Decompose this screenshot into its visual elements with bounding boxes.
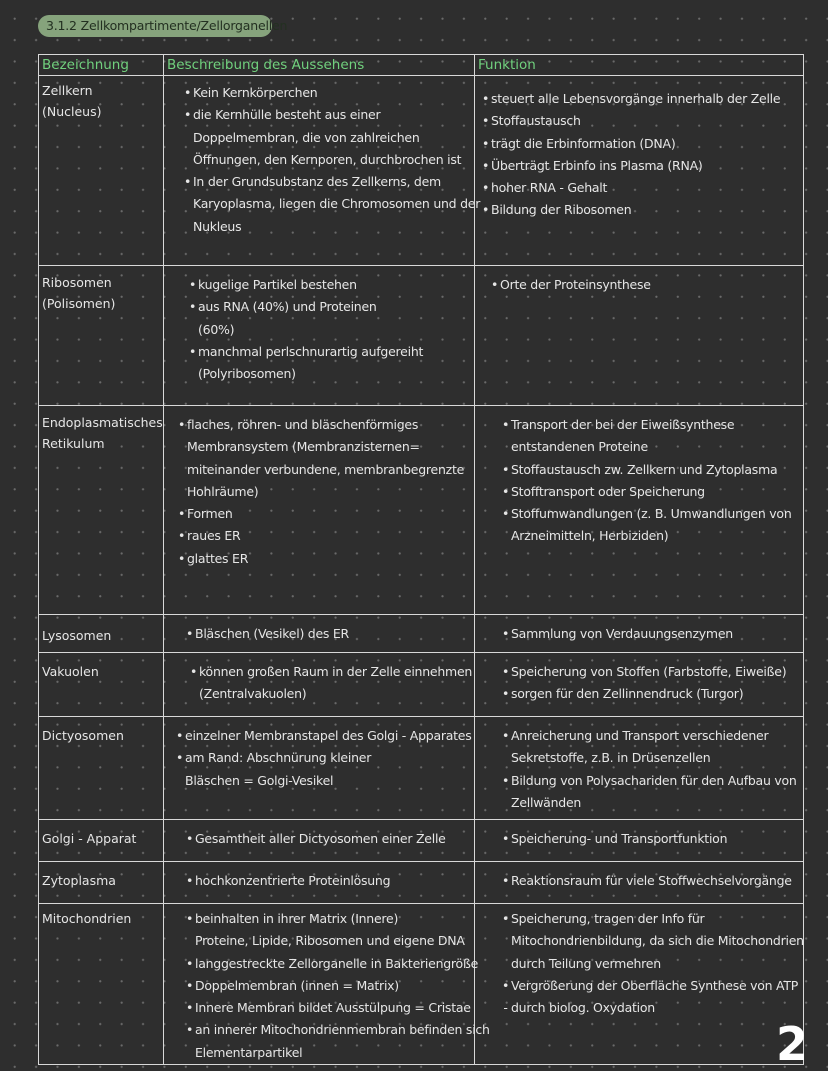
list-item	[500, 792, 799, 814]
bullet-marker: •	[501, 772, 510, 788]
list-item	[184, 997, 470, 1019]
bullet-marker: •	[175, 750, 184, 766]
description-cell	[164, 717, 475, 820]
list-item	[184, 623, 470, 645]
description-list	[164, 266, 474, 385]
description-list	[164, 820, 474, 850]
line-text: Bildung der Ribosomen	[491, 202, 632, 218]
list-item	[500, 623, 799, 645]
line-text: an innerer Mitochondrienmembran befinden sich	[195, 1022, 490, 1038]
bullet-marker: •	[185, 1022, 194, 1038]
list-item	[182, 216, 470, 238]
list-item	[182, 127, 470, 149]
list-item	[500, 975, 799, 997]
description-cell	[164, 904, 490, 1065]
list-item	[176, 548, 470, 570]
list-item	[500, 525, 799, 547]
line-text: miteinander verbundene, membranbegrenzte	[187, 461, 465, 477]
bullet-marker: •	[185, 873, 194, 888]
function-list	[475, 653, 803, 706]
line-text: In der Grundsubstanz des Zellkerns, dem	[193, 174, 441, 190]
bullet-marker: •	[501, 417, 510, 432]
list-item	[500, 725, 799, 747]
organelle-name: Lysosomen	[42, 628, 112, 643]
list-item	[480, 88, 799, 110]
list-item	[500, 683, 799, 705]
header-name: Bezeichnung	[39, 55, 164, 76]
bullet-marker: •	[501, 911, 510, 926]
bullet-marker: •	[501, 831, 510, 846]
list-item	[500, 908, 799, 930]
bullet-marker: •	[481, 91, 490, 106]
table-row	[39, 717, 804, 820]
bullet-marker: •	[185, 626, 194, 641]
line-text: Sammlung von Verdauungsenzymen	[511, 626, 733, 641]
list-item	[187, 363, 470, 385]
function-list	[475, 820, 803, 850]
description-list	[164, 76, 481, 238]
line-text: Gesamtheit aller Dictyosomen einer Zelle	[195, 831, 446, 846]
bullet-marker: •	[185, 977, 194, 993]
line-text: Stoffumwandlungen (z. B. Umwandlungen von	[511, 506, 792, 522]
organelle-name-cell	[39, 653, 164, 717]
list-item	[176, 525, 470, 547]
function-list	[475, 862, 803, 892]
line-text: Stofftransport oder Speicherung	[511, 483, 705, 499]
organelle-name-cell	[39, 615, 164, 653]
header-function: Funktion	[475, 55, 804, 76]
list-item	[184, 1019, 490, 1041]
list-item	[184, 953, 479, 975]
list-item	[184, 870, 470, 892]
line-text: einzelner Membranstapel des Golgi - Apparates	[185, 728, 472, 743]
list-item	[500, 828, 799, 850]
list-item	[500, 436, 799, 458]
list-item	[174, 770, 470, 792]
list-item	[176, 436, 470, 458]
organelle-name-cell	[39, 862, 164, 904]
line-text: flaches, röhren- und bläschenförmiges	[187, 417, 419, 432]
description-list	[164, 717, 474, 792]
bullet-marker: •	[501, 626, 510, 641]
list-item	[489, 274, 799, 296]
bullet-marker: •	[501, 873, 510, 888]
bullet-marker: •	[183, 107, 192, 123]
list-item	[174, 747, 470, 769]
function-cell	[475, 76, 804, 266]
organelle-name-cell	[39, 820, 164, 862]
line-text: durch Teilung vermehren	[511, 955, 661, 971]
line-text: Nukleus	[193, 218, 242, 234]
description-list	[164, 406, 474, 570]
line-text: raues ER	[187, 528, 241, 544]
line-text: Orte der Proteinsynthese	[500, 277, 651, 292]
description-cell	[164, 653, 475, 717]
bullet-marker: •	[501, 686, 510, 702]
page-number: 2	[775, 1017, 808, 1071]
list-item	[480, 177, 799, 199]
function-list	[475, 266, 803, 296]
line-text: die Kernhülle besteht aus einer	[193, 107, 381, 123]
list-item	[187, 341, 470, 363]
function-cell	[475, 266, 804, 406]
function-cell	[475, 615, 804, 653]
line-text: Transport der bei der Eiweißsynthese	[511, 417, 735, 432]
description-cell	[164, 862, 475, 904]
line-text: trägt die Erbinformation (DNA)	[491, 135, 676, 151]
table-header-row	[39, 55, 804, 76]
bullet-marker: •	[501, 461, 510, 477]
line-text: Stoffaustausch	[491, 113, 581, 129]
function-cell	[475, 904, 804, 1065]
table-row	[39, 653, 804, 717]
table-row	[39, 76, 804, 266]
table-row	[39, 266, 804, 406]
line-text: glattes ER	[187, 550, 249, 566]
line-text: entstandenen Proteine	[511, 439, 648, 455]
list-item	[182, 104, 470, 126]
organelle-name: Golgi - Apparat	[42, 831, 137, 846]
line-text: (Polyribosomen)	[198, 366, 296, 382]
organelle-name: Endoplasmatisches Retikulum	[42, 415, 163, 451]
bullet-marker: -	[503, 1000, 508, 1016]
line-text: Arzneimitteln, Herbiziden)	[511, 528, 669, 544]
list-item	[176, 481, 470, 503]
organelle-table	[38, 54, 804, 1065]
list-item	[500, 747, 799, 769]
line-text: aus RNA (40%) und Proteinen	[198, 299, 377, 315]
line-text: können großen Raum in der Zelle einnehmen	[199, 664, 473, 679]
organelle-name-cell	[39, 406, 164, 615]
function-cell	[475, 653, 804, 717]
function-list	[475, 717, 803, 814]
list-item	[480, 133, 799, 155]
bullet-marker: •	[501, 506, 510, 522]
bullet-marker: •	[481, 157, 490, 173]
table-row	[39, 615, 804, 653]
list-item	[176, 459, 470, 481]
line-text: Bläschen = Golgi-Vesikel	[185, 772, 334, 788]
bullet-marker: •	[185, 831, 194, 846]
bullet-marker: •	[501, 977, 510, 993]
line-text: Bläschen (Vesikel) des ER	[195, 626, 349, 641]
list-item	[188, 661, 473, 683]
bullet-marker: •	[490, 277, 499, 292]
function-cell	[475, 820, 804, 862]
list-item	[184, 828, 470, 850]
list-item	[480, 199, 799, 221]
bullet-marker: •	[188, 343, 197, 359]
line-text: (60%)	[198, 321, 235, 337]
header-description: Beschreibung des Aussehens	[164, 55, 475, 76]
line-text: Bildung von Polysachariden für den Aufbau von	[511, 772, 797, 788]
line-text: Hohlräume)	[187, 483, 259, 499]
line-text: Reaktionsraum für viele Stoffwechselvorgänge	[511, 873, 792, 888]
bullet-marker: •	[177, 550, 186, 566]
bullet-marker: •	[481, 180, 490, 196]
line-text: beinhalten in ihrer Matrix (Innere)	[195, 911, 399, 926]
list-item	[187, 319, 470, 341]
list-item	[500, 997, 799, 1019]
list-item	[500, 503, 799, 525]
bullet-marker: •	[481, 113, 490, 129]
line-text: Anreicherung und Transport verschiedener	[511, 728, 769, 743]
table-row	[39, 406, 804, 615]
line-text: Öffnungen, den Kernporen, durchbrochen ist	[193, 151, 462, 167]
line-text: Überträgt Erbinfo ins Plasma (RNA)	[491, 157, 703, 173]
bullet-marker: •	[501, 483, 510, 499]
function-list	[475, 76, 803, 222]
line-text: Vergrößerung der Oberfläche Synthese von ATP	[511, 977, 799, 993]
line-text: Sekretstoffe, z.B. in Drüsenzellen	[511, 750, 711, 766]
list-item	[500, 661, 799, 683]
organelle-name: Zellkern (Nucleus)	[42, 83, 102, 119]
line-text: steuert alle Lebensvorgänge innerhalb der Zelle	[491, 91, 781, 106]
line-text: manchmal perlschnurartig aufgereiht	[198, 343, 424, 359]
organelle-name-cell	[39, 904, 164, 1065]
bullet-marker: •	[183, 174, 192, 190]
line-text: Speicherung von Stoffen (Farbstoffe, Eiweiße)	[511, 664, 787, 679]
organelle-name-cell	[39, 266, 164, 406]
function-cell	[475, 717, 804, 820]
function-cell	[475, 862, 804, 904]
list-item	[187, 274, 470, 296]
list-item	[174, 725, 470, 747]
line-text: langgestreckte Zellorganelle in Bakteriengröße	[195, 955, 479, 971]
line-text: Stoffaustausch zw. Zellkern und Zytoplasma	[511, 461, 778, 477]
function-list	[475, 406, 803, 548]
bullet-marker: •	[481, 202, 490, 218]
line-text: Formen	[187, 506, 233, 522]
line-text: Elementarpartikel	[195, 1044, 303, 1060]
description-cell	[164, 820, 475, 862]
description-cell	[164, 76, 481, 266]
description-list	[164, 862, 474, 892]
bullet-marker: •	[185, 1000, 194, 1016]
line-text: (Zentralvakuolen)	[199, 686, 307, 702]
bullet-marker: •	[177, 506, 186, 522]
organelle-name: Zytoplasma	[42, 873, 116, 888]
bullet-marker: •	[481, 135, 490, 151]
description-cell	[164, 266, 475, 406]
function-list	[475, 904, 803, 1019]
bullet-marker: •	[177, 417, 186, 432]
line-text: kugelige Partikel bestehen	[198, 277, 357, 292]
list-item	[182, 82, 470, 104]
bullet-marker: •	[185, 955, 194, 971]
bullet-marker: •	[189, 664, 198, 679]
line-text: Zellwänden	[511, 794, 582, 810]
table-row	[39, 862, 804, 904]
list-item	[176, 414, 470, 436]
bullet-marker: •	[501, 664, 510, 679]
list-item	[184, 930, 470, 952]
bullet-marker: •	[188, 299, 197, 315]
line-text: Doppelmembran (innen = Matrix)	[195, 977, 399, 993]
description-cell	[164, 615, 475, 653]
list-item	[500, 481, 799, 503]
organelle-name: Ribosomen (Polisomen)	[42, 275, 116, 311]
description-list	[164, 615, 474, 645]
organelle-name: Vakuolen	[42, 664, 99, 679]
list-item	[184, 908, 470, 930]
line-text: durch biolog. Oxydation	[511, 1000, 655, 1016]
bullet-marker: •	[183, 85, 192, 100]
bullet-marker: •	[177, 528, 186, 544]
list-item	[500, 953, 799, 975]
list-item	[182, 149, 470, 171]
section-title: 3.1.2 Zellkompartimente/Zellorganellen	[38, 15, 272, 37]
list-item	[500, 459, 799, 481]
line-text: Speicherung- und Transportfunktion	[511, 831, 728, 846]
list-item	[182, 193, 481, 215]
list-item	[500, 770, 799, 792]
list-item	[500, 870, 799, 892]
function-list	[475, 615, 803, 645]
list-item	[187, 296, 470, 318]
line-text: Kein Kernkörperchen	[193, 85, 318, 100]
organelle-name-cell	[39, 76, 164, 266]
table-row	[39, 820, 804, 862]
line-text: Membransystem (Membranzisternen=	[187, 439, 420, 455]
description-list	[164, 904, 490, 1064]
list-item	[182, 171, 470, 193]
organelle-name: Mitochondrien	[42, 911, 132, 926]
organelle-name-cell	[39, 717, 164, 820]
list-item	[480, 110, 799, 132]
list-item	[184, 1042, 470, 1064]
list-item	[188, 683, 470, 705]
bullet-marker: •	[185, 911, 194, 926]
list-item	[184, 975, 470, 997]
line-text: Innere Membran bildet Ausstülpung = Cristae	[195, 1000, 471, 1016]
list-item	[500, 414, 799, 436]
function-cell	[475, 406, 804, 615]
line-text: Mitochondrienbildung, da sich die Mitochondrien	[511, 933, 804, 949]
line-text: hoher RNA - Gehalt	[491, 180, 608, 196]
line-text: Karyoplasma, liegen die Chromosomen und der	[193, 196, 481, 212]
list-item	[480, 155, 799, 177]
bullet-marker: •	[501, 728, 510, 743]
bullet-marker: •	[175, 728, 184, 743]
list-item	[500, 930, 804, 952]
list-item	[176, 503, 470, 525]
line-text: am Rand: Abschnürung kleiner	[185, 750, 372, 766]
description-list	[164, 653, 474, 706]
line-text: Speicherung, tragen der Info für	[511, 911, 705, 926]
line-text: Proteine, Lipide, Ribosomen und eigene DNA	[195, 933, 465, 949]
line-text: sorgen für den Zellinnendruck (Turgor)	[511, 686, 744, 702]
organelle-name: Dictyosomen	[42, 728, 124, 743]
line-text: hochkonzentrierte Proteinlösung	[195, 873, 391, 888]
line-text: Doppelmembran, die von zahlreichen	[193, 129, 420, 145]
description-cell	[164, 406, 475, 615]
table-row	[39, 904, 804, 1065]
bullet-marker: •	[188, 277, 197, 292]
